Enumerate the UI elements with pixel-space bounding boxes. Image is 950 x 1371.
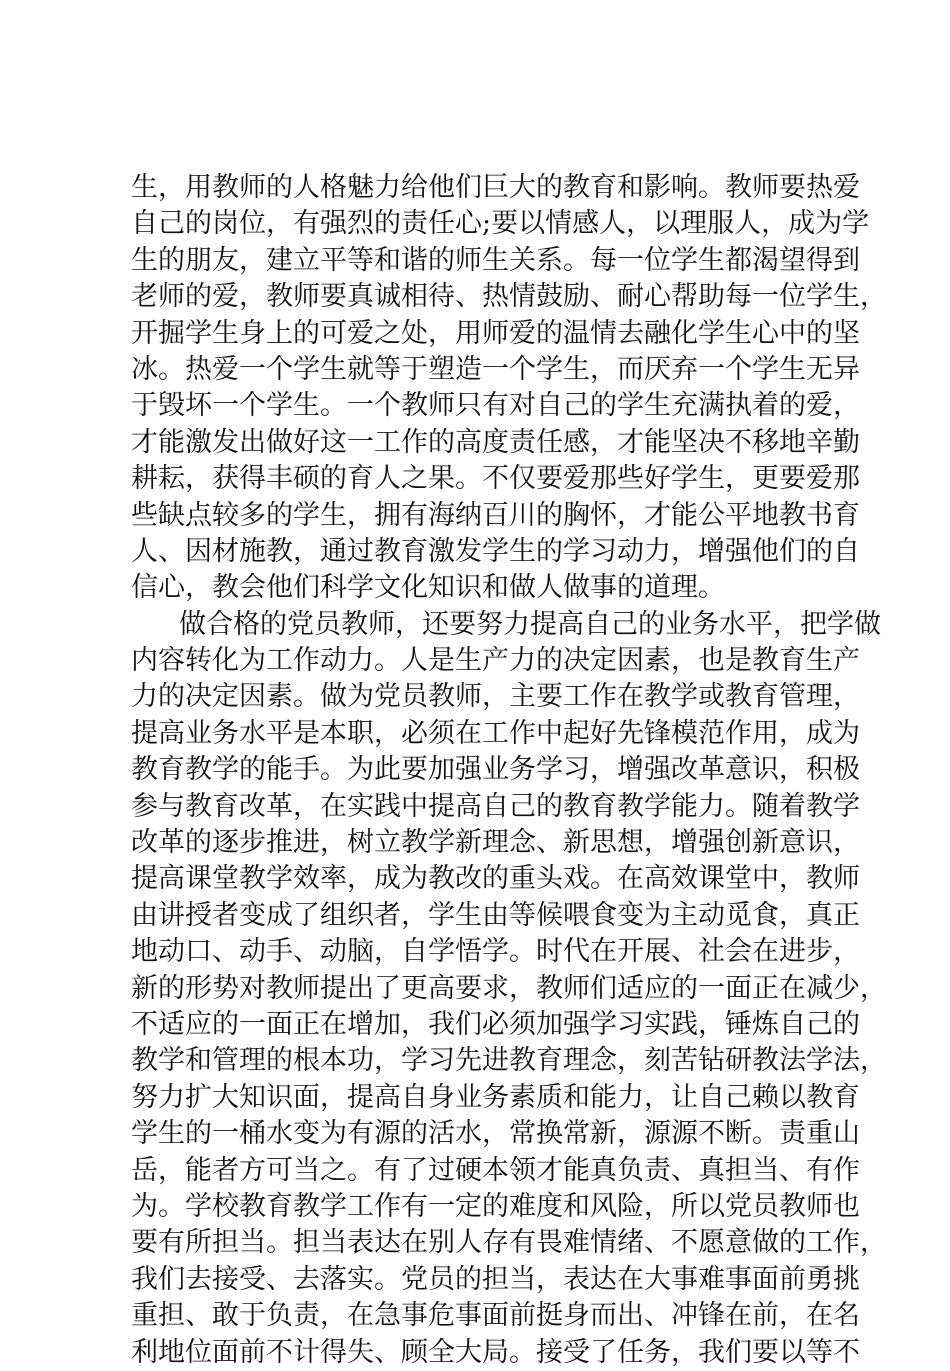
body-text — [131, 170, 887, 1371]
text-line: 由讲授者变成了组织者，学生由等候喂食变为主动觅食，真正 — [131, 899, 860, 931]
text-line: 生的朋友，建立平等和谐的师生关系。每一位学生都渴望得到 — [131, 244, 860, 276]
text-line: 我们去接受、去落实。党员的担当，表达在大事难事面前勇挑 — [131, 1263, 860, 1295]
text-line: 教学和管理的根本功，学习先进教育理念，刻苦钻研教法学法， — [131, 1045, 887, 1077]
text-line: 参与教育改革，在实践中提高自己的教育教学能力。随着教学 — [131, 790, 860, 822]
paragraph — [131, 170, 887, 607]
text-line: 提高课堂教学效率，成为教改的重头戏。在高效课堂中，教师 — [131, 863, 860, 895]
text-line: 自己的岗位，有强烈的责任心;要以情感人，以理服人，成为学 — [131, 208, 870, 240]
text-line: 学生的一桶水变为有源的活水，常换常新，源源不断。责重山 — [131, 1118, 860, 1150]
text-line: 才能激发出做好这一工作的高度责任感，才能坚决不移地辛勤 — [131, 426, 860, 458]
text-line: 提高业务水平是本职，必须在工作中起好先锋模范作用，成为 — [131, 717, 860, 749]
text-line: 内容转化为工作动力。人是生产力的决定因素，也是教育生产 — [131, 645, 860, 677]
text-line: 于毁坏一个学生。一个教师只有对自己的学生充满执着的爱， — [131, 390, 860, 422]
text-line: 耕耘，获得丰硕的育人之果。不仅要爱那些好学生，更要爱那 — [131, 463, 860, 495]
text-line: 些缺点较多的学生，拥有海纳百川的胸怀，才能公平地教书育 — [131, 499, 860, 531]
text-line: 人、因材施教，通过教育激发学生的学习动力，增强他们的自 — [131, 535, 860, 567]
text-line: 改革的逐步推进，树立教学新理念、新思想，增强创新意识， — [131, 827, 860, 859]
text-line: 利地位面前不计得失、顾全大局。接受了任务，我们要以等不 — [131, 1336, 860, 1368]
text-line: 新的形势对教师提出了更高要求，教师们适应的一面正在减少， — [131, 972, 887, 1004]
text-line: 地动口、动手、动脑，自学悟学。时代在开展、社会在进步， — [131, 936, 860, 968]
text-line: 开掘学生身上的可爱之处，用师爱的温情去融化学生心中的坚 — [131, 317, 860, 349]
text-line: 老师的爱，教师要真诚相待、热情鼓励、耐心帮助每一位学生， — [131, 281, 887, 313]
text-line: 信心，教会他们科学文化知识和做人做事的道理。 — [131, 572, 725, 604]
text-line: 力的决定因素。做为党员教师，主要工作在教学或教育管理， — [131, 681, 860, 713]
text-line: 教育教学的能手。为此要加强业务学习，增强改革意识，积极 — [131, 754, 860, 786]
text-line: 为。学校教育教学工作有一定的难度和风险，所以党员教师也 — [131, 1190, 860, 1222]
text-line: 岳，能者方可当之。有了过硬本领才能真负责、真担当、有作 — [131, 1154, 860, 1186]
text-line: 冰。热爱一个学生就等于塑造一个学生，而厌弃一个学生无异 — [131, 353, 860, 385]
text-line: 生，用教师的人格魅力给他们巨大的教育和影响。教师要热爱 — [131, 172, 860, 203]
paragraph — [131, 607, 887, 1371]
text-line: 做合格的党员教师，还要努力提高自己的业务水平，把学做 — [179, 608, 881, 640]
text-line: 不适应的一面正在增加，我们必须加强学习实践，锤炼自己的 — [131, 1008, 860, 1040]
text-line: 努力扩大知识面，提高自身业务素质和能力，让自己赖以教育 — [131, 1081, 860, 1113]
text-line: 要有所担当。担当表达在别人存有畏难情绪、不愿意做的工作， — [131, 1227, 887, 1259]
text-line: 重担、敢于负责，在急事危事面前挺身而出、冲锋在前，在名 — [131, 1300, 860, 1332]
